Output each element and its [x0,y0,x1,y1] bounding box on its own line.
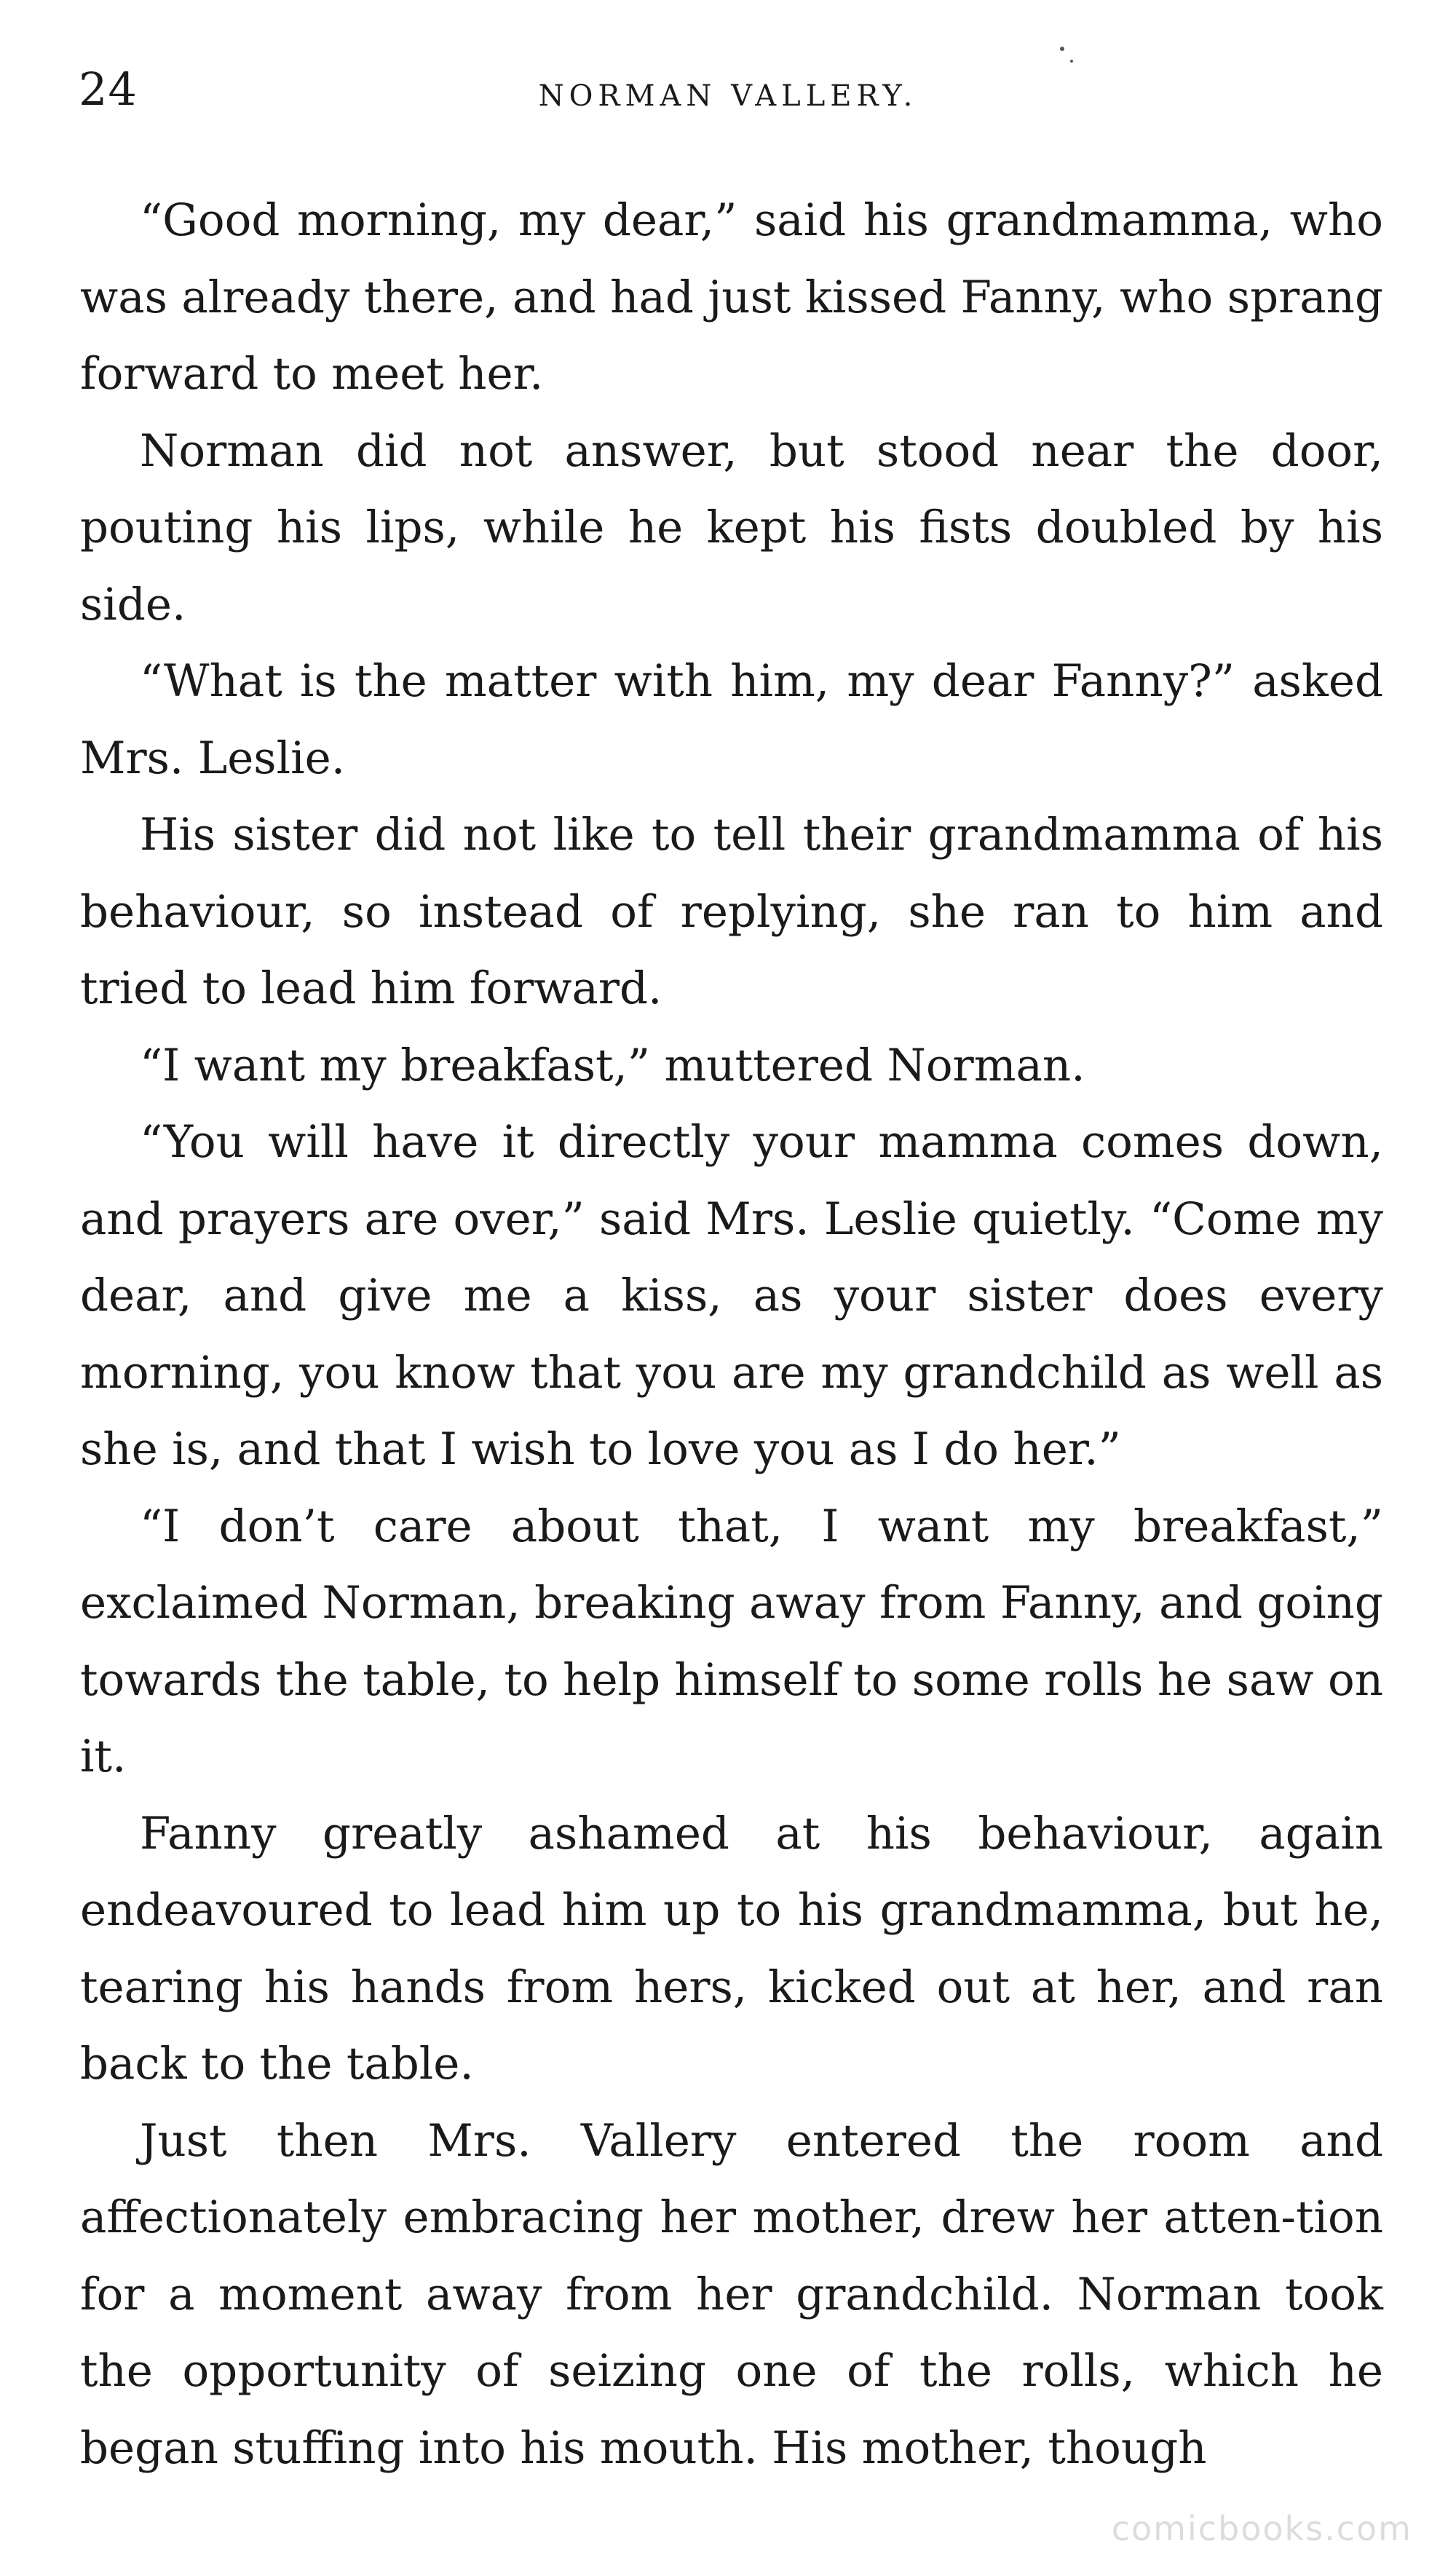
paragraph: “You will have it directly your mamma comes down, and prayers are over,” said Mrs. Leslie quietly. “Come my dear, and give me a kiss, as your sister does every morning, you know that you are my grandchild as well as she is, and that I wish to love you as I do her.” [80,1116,1383,1475]
print-speck [1060,47,1064,51]
paragraph: Just then Mrs. Vallery entered the room and affectionately embracing her mother, drew her atten-tion for a moment away from her grandchild. Norman took the opportunity of seizing one of the rolls, which he began stuffing into his mouth. His mother, though [80,2114,1383,2474]
body-text [80,182,1383,2486]
paragraph: “I want my breakfast,” muttered Norman. [140,1039,1085,1091]
paragraph: Norman did not answer, but stood near the door, pouting his lips, while he kept his fists doubled by his side. [80,424,1383,631]
watermark: comicbooks.com [1111,2509,1412,2548]
paragraph: “Good morning, my dear,” said his grandmamma, who was already there, and had just kissed Fanny, who sprang forward to meet her. [80,194,1383,400]
paragraph: Fanny greatly ashamed at his behaviour, again endeavoured to lead him up to his grandmamma, but he, tearing his hands from hers, kicked out at her, and ran back to the table. [80,1807,1383,2090]
paragraph: His sister did not like to tell their grandmamma of his behaviour, so instead of replying, she ran to him and tried to lead him forward. [80,809,1383,1014]
page-number: 24 [79,63,138,116]
print-speck [1070,60,1073,63]
paragraph: “What is the matter with him, my dear Fanny?” asked Mrs. Leslie. [80,655,1383,784]
running-title: NORMAN VALLERY. [538,79,918,113]
paragraph: “I don’t care about that, I want my breakfast,” exclaimed Norman, breaking away from Fanny, and going towards the table, to help himself to some rolls he saw on it. [80,1500,1383,1782]
